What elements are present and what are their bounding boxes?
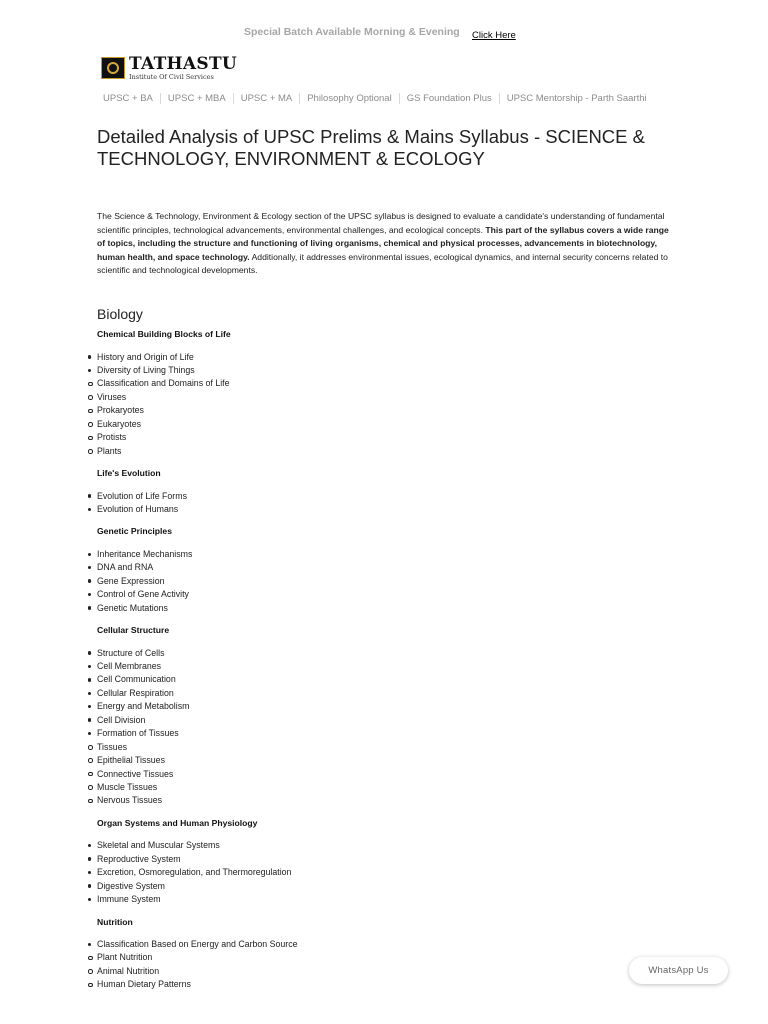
whatsapp-label: WhatsApp Us: [648, 965, 709, 976]
list-item: Eukaryotes: [97, 418, 657, 431]
list-item: Structure of Cells: [97, 647, 657, 660]
topic-heading: Genetic Principles: [97, 526, 172, 537]
list-item: Viruses: [97, 391, 657, 404]
list-item: DNA and RNA: [97, 561, 657, 574]
list-item: Digestive System: [97, 880, 657, 893]
list-item: Gene Expression: [97, 575, 657, 588]
topic-list: [97, 490, 657, 517]
list-item: Tissues: [97, 741, 657, 754]
list-item: Energy and Metabolism: [97, 700, 657, 713]
nav-upsc-ma[interactable]: UPSC + MA: [233, 93, 299, 104]
list-item: Classification Based on Energy and Carbon Source: [97, 938, 657, 951]
list-item: Excretion, Osmoregulation, and Thermoregulation: [97, 866, 657, 879]
list-item: History and Origin of Life: [97, 351, 657, 364]
intro-highlight: This part of the syllabus covers a wide range of topics, including the structure and functioning of living organisms, chemical and physical processes, advancements in biotechnology, human health, and space technology.: [97, 224, 669, 262]
list-item: Nervous Tissues: [97, 794, 657, 807]
list-item: Formation of Tissues: [97, 727, 657, 740]
list-item: Cell Communication: [97, 673, 657, 686]
syllabus-content: [97, 328, 657, 992]
list-item: Evolution of Life Forms: [97, 490, 657, 503]
list-item: Diversity of Living Things: [97, 364, 657, 377]
list-item: Protists: [97, 431, 657, 444]
logo-name: TATHASTU: [129, 53, 238, 74]
nav-gs-foundation-plus[interactable]: GS Foundation Plus: [399, 93, 499, 104]
section-title: Biology: [97, 306, 143, 322]
logo-tagline: Institute Of Civil Services: [129, 72, 214, 81]
topic-heading: Organ Systems and Human Physiology: [97, 817, 258, 828]
list-item: Genetic Mutations: [97, 602, 657, 615]
topic-heading: Chemical Building Blocks of Life: [97, 329, 231, 339]
list-item: Classification and Domains of Life: [97, 377, 657, 390]
list-item: Skeletal and Muscular Systems: [97, 839, 657, 852]
list-item: Connective Tissues: [97, 768, 657, 781]
whatsapp-button[interactable]: [629, 957, 728, 984]
topic-heading: Nutrition: [97, 916, 133, 927]
intro-text: The Science & Technology, Environment & Ecology section of the UPSC syllabus is designed to evaluate a candidate's understanding of fundamental scientific principles, technological advancements, environmental challenges, and ecological concepts.: [97, 211, 665, 235]
list-item: Immune System: [97, 893, 657, 906]
list-item: Prokaryotes: [97, 404, 657, 417]
nav-philosophy-optional[interactable]: Philosophy Optional: [299, 93, 399, 104]
list-item: Cell Membranes: [97, 660, 657, 673]
list-item: Animal Nutrition: [97, 965, 657, 978]
topic-list: [97, 938, 657, 992]
topic-heading: Life's Evolution: [97, 468, 161, 478]
intro-paragraph: [97, 210, 672, 278]
list-item: Plant Nutrition: [97, 951, 657, 964]
site-logo[interactable]: [101, 53, 238, 81]
list-item: Plants: [97, 445, 657, 458]
main-nav: [97, 91, 654, 105]
logo-emblem-icon: [101, 57, 125, 79]
page-title: Detailed Analysis of UPSC Prelims & Mains Syllabus - SCIENCE & TECHNOLOGY, ENVIRONMENT & ECOLOGY: [97, 126, 645, 169]
promo-bar: [0, 26, 768, 46]
list-item: Muscle Tissues: [97, 781, 657, 794]
nav-upsc-ba[interactable]: UPSC + BA: [103, 92, 153, 104]
list-item: Inheritance Mechanisms: [97, 548, 657, 561]
topic-list: [97, 548, 657, 615]
list-item: Cellular Respiration: [97, 687, 657, 700]
intro-tail: Additionally, it addresses environmental issues, ecological dynamics, and internal security concerns related to scientific and technological developments.: [97, 251, 668, 275]
list-item: Control of Gene Activity: [97, 588, 657, 601]
list-item: Cell Division: [97, 714, 657, 727]
promo-text: Special Batch Available Morning & Evening: [244, 26, 460, 38]
list-item: Epithelial Tissues: [97, 754, 657, 767]
list-item: Human Dietary Patterns: [97, 978, 657, 991]
topic-list: [97, 351, 657, 459]
nav-upsc-mentorship[interactable]: UPSC Mentorship - Parth Saarthi: [499, 93, 654, 104]
list-item: Reproductive System: [97, 853, 657, 866]
list-item: Evolution of Humans: [97, 503, 657, 516]
topic-list: [97, 839, 657, 906]
topic-heading: Cellular Structure: [97, 625, 170, 636]
topic-list: [97, 647, 657, 808]
nav-upsc-mba[interactable]: UPSC + MBA: [160, 93, 233, 104]
click-here-link[interactable]: Click Here: [472, 30, 516, 41]
